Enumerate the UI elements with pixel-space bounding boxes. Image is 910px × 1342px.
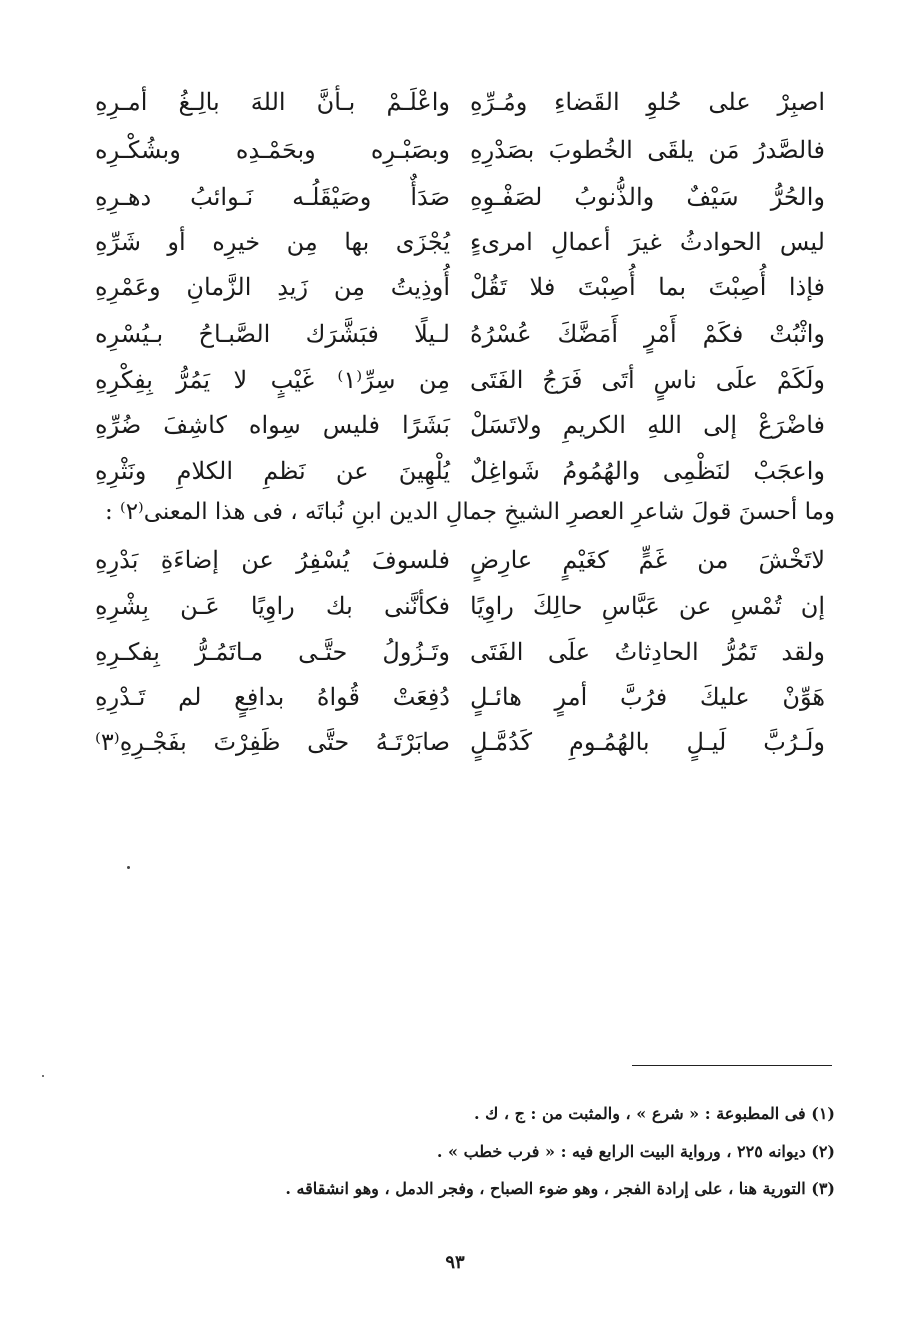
- verse: [95, 360, 825, 404]
- verse-first-hemistich: ولَكَمْ علَى ناسٍ أتَى فَرَجُ الفَتَى: [470, 366, 825, 394]
- verse: [95, 267, 825, 311]
- verse-second-hemistich: فكأنَّنى بك راوِيًا عَـن بِشْرِهِ: [95, 592, 450, 620]
- verse-second-hemistich: فلسوفَ يُسْفِرُ عن إضاءَةِ بَدْرِهِ: [95, 546, 450, 574]
- verse-first-hemistich: ليس الحوادثُ غيرَ أعمالِ امرىءٍ: [470, 228, 825, 256]
- verse-first-hemistich: فإذا أُصِبْتَ بما أُصِبْتَ فلا تَقُلْ: [470, 273, 825, 301]
- verse: [95, 632, 825, 676]
- verse-first-hemistich: إن تُمْسِ عن عَبَّاسِ حالِكَ راوِيًا: [470, 592, 825, 620]
- verse-first-hemistich: هَوِّنْ عليكَ فرُبَّ أمرٍ هائـلٍ: [470, 683, 825, 711]
- verse-second-hemistich: أُوذِيتُ مِن زَيدِ الزَّمانِ وعَمْرِهِ: [95, 273, 450, 301]
- verse: [95, 586, 825, 630]
- verse: [95, 722, 825, 766]
- verse-first-hemistich: واثْبُتْ فكَمْ أَمْرٍ أَمَضَّكَ عُسْرُهُ: [470, 320, 825, 348]
- verse: [95, 82, 825, 126]
- verse-second-hemistich: واعْلَـمْ بـأنَّ اللهَ بالِـغُ أمـرِهِ: [95, 88, 450, 116]
- verse: [95, 677, 825, 721]
- verse: [95, 130, 825, 174]
- footnote: (٢) ديوانه ٢٢٥ ، ورواية البيت الرابع فيه : « فرب خطب » .: [436, 1142, 835, 1161]
- verse-first-hemistich: ولقد تَمُرُّ الحادِثاتُ علَى الفَتَى: [470, 638, 825, 666]
- verse-first-hemistich: لاتَخْشَ من غَمٍّ كغَيْمٍ عارِضٍ: [470, 546, 825, 574]
- scan-speck: [42, 1075, 44, 1077]
- verse: [95, 222, 825, 266]
- footnote-divider: [632, 1065, 832, 1066]
- verse-second-hemistich: وبصَبْـرِه وبحَمْـدِه وبشُكْـرِه: [95, 136, 450, 164]
- verse-second-hemistich: دُفِعَتْ قُواهُ بدافِعٍ لم تَـدْرِهِ: [95, 683, 450, 711]
- verse-first-hemistich: ولَـرُبَّ لَيـلٍ بالهُمُـومِ كَدُمَّـلٍ: [470, 728, 825, 756]
- verse-second-hemistich: يُجْزَى بها مِن خيرِه أو شَرِّهِ: [95, 228, 450, 256]
- page-number: ٩٣: [445, 1252, 465, 1273]
- verse: [95, 405, 825, 449]
- verse-second-hemistich: يُلْهِينَ عن نَظمِ الكلامِ ونَثْرِهِ: [95, 457, 450, 485]
- verse: [95, 177, 825, 221]
- verse-second-hemistich: بَشَرًا فليس سِواه كاشِفَ ضُرِّهِ: [95, 411, 450, 439]
- prose-paragraph: وما أحسنَ قولَ شاعرِ العصرِ الشيخِ جمالِ الدين ابنِ نُباتَه ، فى هذا المعنى⁽٢⁾ :: [104, 499, 835, 525]
- footnote: (٣) التورية هنا ، على إرادة الفجر ، وهو ضوء الصباح ، وفجر الدمل ، وهو انشقاقه .: [285, 1179, 835, 1198]
- verse-first-hemistich: اصبِرْ على حُلوِ القَضاءِ ومُـرِّهِ: [470, 88, 825, 116]
- scan-speck: [127, 866, 130, 869]
- verse-second-hemistich: صابَرْتَـهُ حتَّى ظَفِرْتَ بفَجْـرِهِ⁽٣⁾: [95, 728, 450, 756]
- verse-second-hemistich: مِن سِرِّ⁽١⁾ غَيْبٍ لا يَمُرُّ بِفِكْرِهِ: [95, 366, 450, 394]
- verse-first-hemistich: فالصَّدرُ مَن يلقَى الخُطوبَ بصَدْرِهِ: [470, 136, 825, 164]
- verse: [95, 540, 825, 584]
- verse-first-hemistich: فاضْرَعْ إلى اللهِ الكريمِ ولاتَسَلْ: [470, 411, 825, 439]
- verse: [95, 451, 825, 495]
- verse-first-hemistich: واعجَبْ لنَظْمِى والهُمُومُ شَواغِلٌ: [470, 457, 825, 485]
- verse: [95, 314, 825, 358]
- verse-second-hemistich: لـيلًا فبَشَّرَك الصَّبـاحُ بـيُسْرِه: [95, 320, 450, 348]
- verse-first-hemistich: والحُرُّ سَيْفٌ والذُّنوبُ لصَفْـوِهِ: [470, 183, 825, 211]
- verse-second-hemistich: صَدَأٌ وصَيْقَلُـه نَـوائبُ دهـرِهِ: [95, 183, 450, 211]
- verse-second-hemistich: وتَـزُولُ حتَّـى مـاتَمُـرُّ بِفكـرِهِ: [95, 638, 450, 666]
- footnote: (١) فى المطبوعة : « شرع » ، والمثبت من : ج ، ك .: [473, 1104, 835, 1123]
